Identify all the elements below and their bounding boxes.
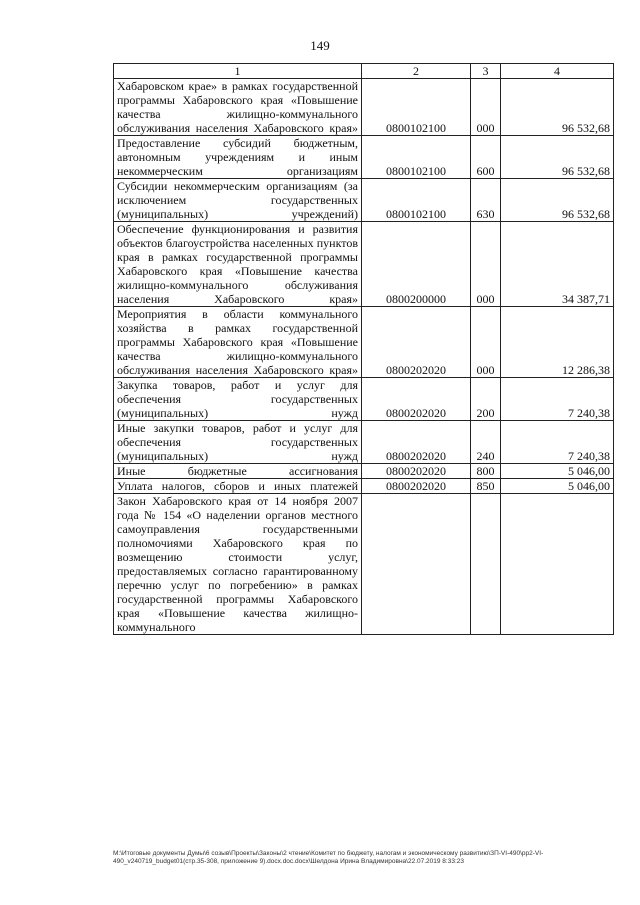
table-row [114,421,614,464]
page-number: 149 [310,38,330,53]
row-amount: 96 532,68 [501,179,614,222]
row-amount [501,494,614,635]
header-col-1: 1 [114,64,362,79]
row-description: Уплата налогов, сборов и иных платежей [114,479,362,494]
header-col-3: 3 [471,64,501,79]
row-kind [471,494,501,635]
row-code: 0800202020 [362,464,471,479]
header-col-4: 4 [501,64,614,79]
row-kind: 630 [471,179,501,222]
row-description: Мероприятия в области коммунального хозяйства в рамках государственной программы Хабаровского края «Повышение качества жилищно-коммунального обслуживания населения Хабаровского края» [114,307,362,378]
row-code: 0800102100 [362,179,471,222]
row-code: 0800202020 [362,421,471,464]
row-code: 0800202020 [362,307,471,378]
table-row [114,464,614,479]
row-kind: 200 [471,378,501,421]
row-amount: 34 387,71 [501,222,614,307]
document-footer-path: M:\Итоговые документы Думы\6 созыв\Проекты\Законы\2 чтение\Комитет по бюджету, налогам и экономическому развитию\ЗП-VI-490\рр2-VI-490_v240719_budget01(стр.35-308, приложение 9).docx.doc.docx\Шелдона Ирина Владимировна\22.07.2019 8:33:23 [113,850,544,865]
row-description: Иные закупки товаров, работ и услуг для обеспечения государственных (муниципальных) нужд [114,421,362,464]
row-amount: 96 532,68 [501,136,614,179]
row-description: Обеспечение функционирования и развития объектов благоустройства населенных пунктов края в рамках государственной программы Хабаровского края «Повышение качества жилищно-коммунального обслуживания населения Хабаровского края» [114,222,362,307]
row-amount: 96 532,68 [501,79,614,136]
table-header-row [114,64,614,79]
row-description: Иные бюджетные ассигнования [114,464,362,479]
row-description: Закупка товаров, работ и услуг для обеспечения государственных (муниципальных) нужд [114,378,362,421]
row-amount: 12 286,38 [501,307,614,378]
row-amount: 7 240,38 [501,378,614,421]
table-row [114,179,614,222]
table-row [114,222,614,307]
row-description: Предоставление субсидий бюджетным, автономным учреждениям и иным некоммерческим организациям [114,136,362,179]
table-row [114,479,614,494]
row-amount: 7 240,38 [501,421,614,464]
row-code: 0800202020 [362,378,471,421]
table-row [114,307,614,378]
table-row [114,378,614,421]
table-row [114,79,614,136]
row-description: Закон Хабаровского края от 14 ноября 2007 года № 154 «О наделении органов местного самоуправления государственными полномочиями Хабаровского края по возмещению стоимости услуг, предоставляемых согласно гарантированному перечню услуг по погребению» в рамках государственной программы Хабаровского края «Повышение качества жилищно-коммунального [114,494,362,635]
table-row [114,136,614,179]
row-kind: 000 [471,222,501,307]
row-kind: 600 [471,136,501,179]
row-kind: 850 [471,479,501,494]
row-kind: 000 [471,307,501,378]
row-code: 0800102100 [362,79,471,136]
header-col-2: 2 [362,64,471,79]
budget-table [113,63,614,635]
row-kind: 240 [471,421,501,464]
row-code: 0800200000 [362,222,471,307]
row-amount: 5 046,00 [501,479,614,494]
row-description: Хабаровском крае» в рамках государственной программы Хабаровского края «Повышение качества жилищно-коммунального обслуживания населения Хабаровского края» [114,79,362,136]
row-kind: 000 [471,79,501,136]
row-kind: 800 [471,464,501,479]
row-code: 0800202020 [362,479,471,494]
row-description: Субсидии некоммерческим организациям (за исключением государственных (муниципальных) учреждений) [114,179,362,222]
row-code [362,494,471,635]
row-amount: 5 046,00 [501,464,614,479]
row-code: 0800102100 [362,136,471,179]
table-row [114,494,614,635]
